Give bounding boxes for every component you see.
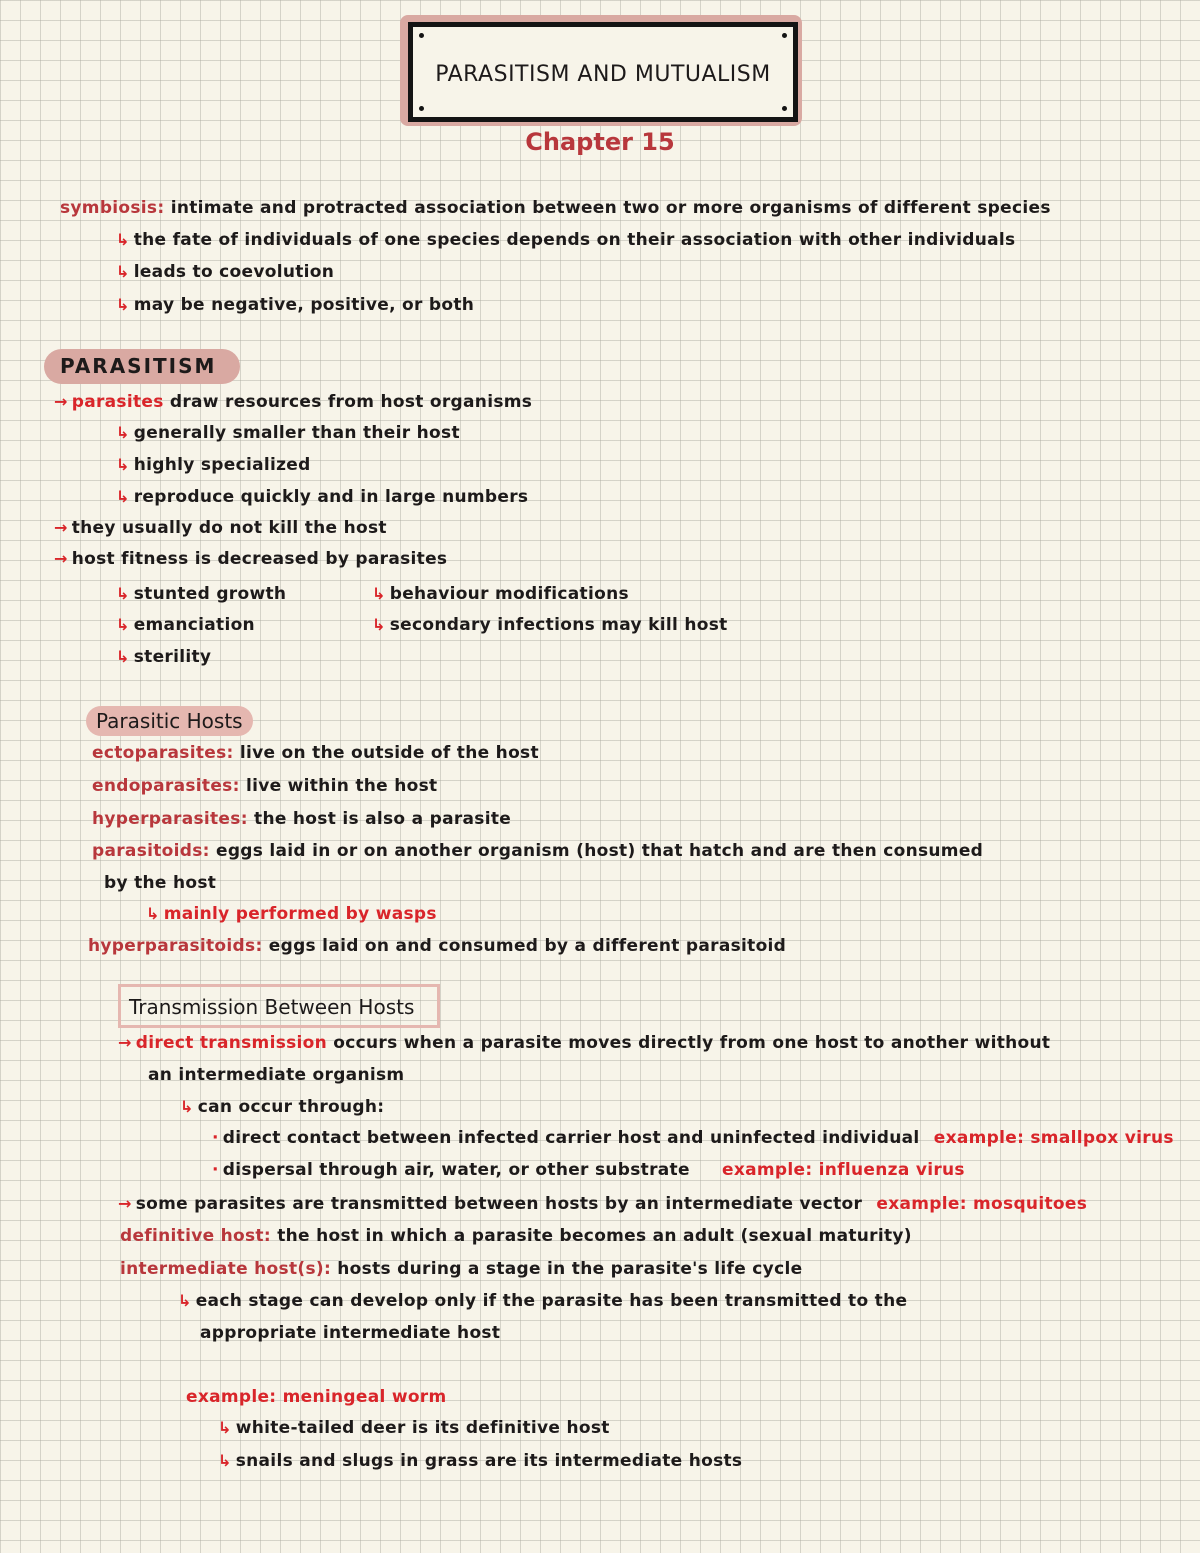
- sub-arrow-icon: ↳: [116, 487, 130, 506]
- parasites-line: [54, 392, 532, 412]
- symbiosis-line: symbiosis: intimate and protracted association between two or more organisms of different species: [60, 198, 1051, 218]
- symbiosis-point: ↳ may be negative, positive, or both: [116, 295, 475, 315]
- stage-note-continuation: appropriate intermediate host: [200, 1323, 501, 1343]
- sub-arrow-icon: ↳: [116, 647, 130, 666]
- parasites-definition: draw resources from host organisms: [169, 392, 533, 412]
- sub-arrow-icon: ↳: [116, 423, 130, 442]
- parasite-trait: ↳ generally smaller than their host: [116, 423, 460, 443]
- parasitism-point: → host fitness is decreased by parasites: [54, 549, 448, 569]
- sub-arrow-icon: ↳: [218, 1418, 232, 1437]
- sub-arrow-icon: ↳: [116, 230, 130, 249]
- chapter-subtitle: Chapter 15: [525, 128, 675, 156]
- corner-dot: [419, 106, 424, 111]
- effect-item: ↳ behaviour modifications: [372, 584, 629, 604]
- sub-arrow-icon: ↳: [116, 295, 130, 314]
- host-type-continuation: by the host: [104, 873, 217, 893]
- symbiosis-point: ↳ the fate of individuals of one species depends on their association with other individuals: [116, 230, 1016, 250]
- sub-arrow-icon: ↳: [116, 262, 130, 281]
- corner-dot: [782, 33, 787, 38]
- arrow-icon: →: [118, 1194, 132, 1213]
- direct-transmission-line: → direct transmission occurs when a parasite moves directly from one host to another without: [118, 1033, 1051, 1053]
- sub-arrow-icon: ↳: [116, 584, 130, 603]
- effect-item: ↳ secondary infections may kill host: [372, 615, 728, 635]
- example-point: ↳ white-tailed deer is its definitive host: [218, 1418, 610, 1438]
- sub-arrow-icon: ↳: [116, 615, 130, 634]
- stage-note: ↳ each stage can develop only if the parasite has been transmitted to the: [178, 1291, 908, 1311]
- example-label: example: meningeal worm: [186, 1387, 447, 1407]
- transmission-route: · direct contact between infected carrier host and uninfected individual example: smallpox virus: [212, 1128, 1174, 1148]
- parasite-trait: ↳ highly specialized: [116, 455, 311, 475]
- sub-arrow-icon: ↳: [372, 615, 386, 634]
- vector-line: → some parasites are transmitted between hosts by an intermediate vector example: mosquitoes: [118, 1194, 1088, 1214]
- section-heading-parasitism: PARASITISM: [44, 349, 240, 384]
- bullet-icon: ·: [212, 1160, 219, 1180]
- parasite-trait: ↳ reproduce quickly and in large numbers: [116, 487, 529, 507]
- bullet-icon: ·: [212, 1128, 219, 1148]
- sub-arrow-icon: ↳: [178, 1291, 192, 1310]
- effect-item: ↳ stunted growth: [116, 584, 287, 604]
- parasitism-point: → they usually do not kill the host: [54, 518, 387, 538]
- host-type-row: ectoparasites: live on the outside of the host: [92, 743, 539, 763]
- intermediate-host-line: intermediate host(s): hosts during a stage in the parasite's life cycle: [120, 1259, 803, 1279]
- arrow-icon: →: [54, 549, 68, 568]
- host-type-row: hyperparasites: the host is also a parasite: [92, 809, 512, 829]
- arrow-icon: →: [54, 518, 68, 537]
- sub-arrow-icon: ↳: [146, 904, 160, 923]
- definitive-host-line: definitive host: the host in which a parasite becomes an adult (sexual maturity): [120, 1226, 912, 1246]
- parasites-term: parasites: [71, 392, 164, 412]
- direct-transmission-continuation: an intermediate organism: [148, 1065, 405, 1085]
- arrow-icon: →: [54, 392, 68, 411]
- transmission-route: · dispersal through air, water, or other substrate example: influenza virus: [212, 1160, 965, 1180]
- sub-arrow-icon: ↳: [372, 584, 386, 603]
- section-heading-transmission: Transmission Between Hosts: [118, 984, 440, 1028]
- can-occur-line: ↳ can occur through:: [180, 1097, 385, 1117]
- corner-dot: [419, 33, 424, 38]
- symbiosis-point: ↳ leads to coevolution: [116, 262, 335, 282]
- host-type-row: endoparasites: live within the host: [92, 776, 438, 796]
- corner-dot: [782, 106, 787, 111]
- effect-item: ↳ sterility: [116, 647, 212, 667]
- section-heading-parasitic-hosts: Parasitic Hosts: [86, 706, 253, 736]
- symbiosis-term: symbiosis: [60, 198, 158, 218]
- effect-item: ↳ emanciation: [116, 615, 255, 635]
- sub-arrow-icon: ↳: [218, 1451, 232, 1470]
- arrow-icon: →: [118, 1033, 132, 1052]
- page-title: PARASITISM AND MUTUALISM: [435, 62, 771, 87]
- host-type-row: parasitoids: eggs laid in or on another organism (host) that hatch and are then consumed: [92, 841, 984, 861]
- sub-arrow-icon: ↳: [116, 455, 130, 474]
- sub-arrow-icon: ↳: [180, 1097, 194, 1116]
- symbiosis-definition: intimate and protracted association between two or more organisms of different species: [170, 198, 1051, 218]
- host-type-row: hyperparasitoids: eggs laid on and consumed by a different parasitoid: [88, 936, 787, 956]
- example-point: ↳ snails and slugs in grass are its intermediate hosts: [218, 1451, 743, 1471]
- parasitoids-note: ↳ mainly performed by wasps: [146, 904, 437, 924]
